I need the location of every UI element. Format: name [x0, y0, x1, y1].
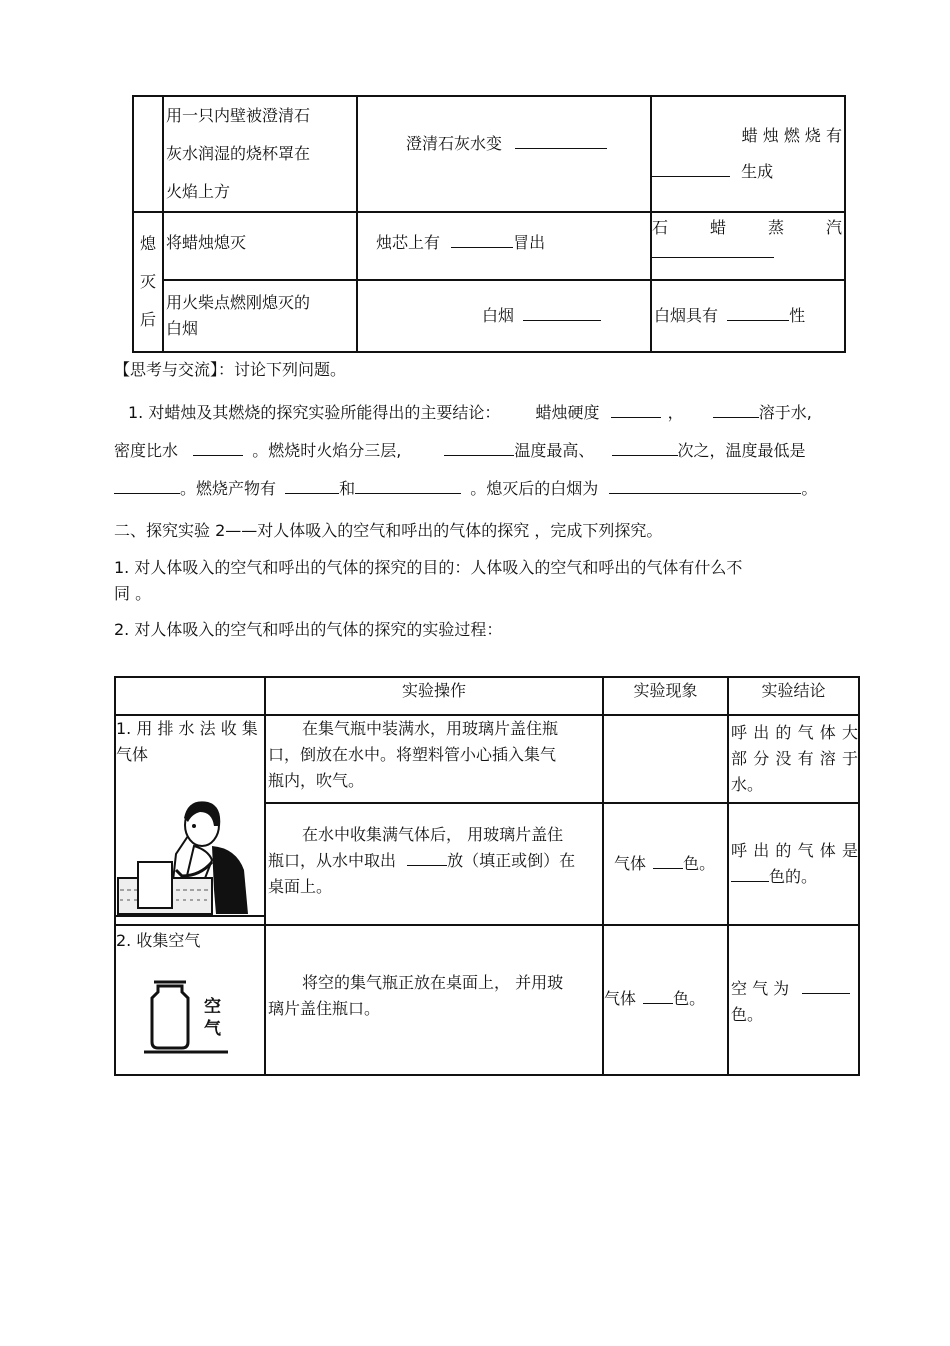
answer-blank[interactable]: [713, 403, 759, 418]
answer-blank[interactable]: [653, 854, 683, 869]
text: 蜡烛硬度: [535, 403, 600, 422]
phenomenon-cell: [603, 803, 728, 925]
operation-line: 用一只内壁被澄清石: [166, 106, 311, 125]
blowing-person-illustration: [116, 790, 264, 920]
phenomenon-text: 气体: [614, 854, 647, 873]
conclusion-text: 生成: [741, 162, 774, 181]
conclusion-cell: [651, 212, 845, 280]
stage-char: 熄: [139, 234, 156, 253]
text: 温度最高、: [514, 441, 595, 460]
answer-blank[interactable]: [731, 867, 769, 882]
conclusion-cell: [728, 925, 859, 1075]
stage-char: 灭: [139, 272, 156, 291]
conclusion-text: 色的。: [769, 867, 818, 886]
answer-blank[interactable]: [652, 243, 774, 258]
operation-text: 瓶口，从水中取出: [268, 851, 397, 870]
conclusion-text: 石 蜡 蒸 汽: [652, 218, 842, 237]
phenomenon-text: 澄清石灰水变: [406, 134, 503, 153]
section-title: 二、探究实验 2——对人体吸入的空气和呼出的气体的探究 ，完成下列探究。: [114, 521, 663, 540]
conclusion-text: 性: [789, 306, 806, 325]
conclusion-line: 呼 出 的 气 体 大: [731, 723, 858, 742]
operation-line: 灰水润湿的烧杯罩在: [166, 144, 311, 163]
operation-line: 在集气瓶中装满水，用玻璃片盖住瓶: [302, 719, 559, 738]
text: 和: [339, 479, 356, 498]
operation-text: 放（填正或倒）在: [447, 851, 576, 870]
header-operation: 实验操作: [265, 677, 603, 715]
answer-blank[interactable]: [611, 403, 661, 418]
conclusion-line: 色。: [731, 1005, 764, 1024]
conclusion-cell: [651, 96, 845, 212]
answer-blank[interactable]: [643, 989, 673, 1004]
conclusion-line: 呼 出 的 气 体 是: [731, 841, 858, 860]
stage-cell: [133, 212, 163, 352]
phenomenon-cell: [357, 280, 651, 352]
text: 1. 对蜡烛及其燃烧的探究实验所能得出的主要结论：: [128, 403, 501, 422]
conclusion-cell: [728, 803, 859, 925]
operation-line: 口，倒放在水中。将塑料管小心插入集气: [268, 745, 557, 764]
conclusion-line: 部 分 没 有 溶 于: [731, 749, 858, 768]
breath-experiment-table: [114, 676, 860, 1076]
text: 。燃烧时火焰分三层,: [252, 441, 402, 460]
header-conclusion: 实验结论: [728, 677, 859, 715]
phenomenon-text: 烛芯上有: [376, 233, 441, 252]
header-phenomenon: 实验现象: [603, 677, 728, 715]
operation-line: 将空的集气瓶正放在桌面上， 并用玻: [302, 973, 564, 992]
header-blank: [115, 677, 265, 715]
method-label: 气体: [116, 745, 149, 764]
conclusion-text: 空 气 为: [731, 979, 790, 998]
conclusion-line: 水。: [731, 775, 764, 794]
operation-line: 用火柴点燃刚熄灭的: [166, 293, 311, 312]
stage-cell-blank: [133, 96, 163, 212]
phenomenon-text: 色。: [673, 989, 706, 1008]
jar-label-char: 气: [204, 1019, 221, 1039]
operation-line: 将蜡烛熄灭: [166, 233, 247, 252]
method-cell: [115, 715, 265, 925]
answer-blank[interactable]: [444, 441, 514, 456]
operation-line: 瓶内，吹气。: [268, 771, 365, 790]
answer-blank[interactable]: [515, 134, 607, 149]
answer-blank[interactable]: [609, 479, 801, 494]
method-cell: [115, 925, 265, 1075]
answer-blank[interactable]: [114, 479, 180, 494]
text: 次之，温度最低是: [677, 441, 806, 460]
phenomenon-text: 色。: [683, 854, 716, 873]
operation-line: 火焰上方: [166, 182, 231, 201]
paragraph-purpose: 1. 对人体吸入的空气和呼出的气体的探究的目的：人体吸入的空气和呼出的气体有什么不: [114, 558, 743, 577]
conclusion-cell: [728, 715, 859, 803]
paragraph-purpose-cont: 同 。: [114, 584, 152, 603]
text: ，: [667, 403, 684, 422]
phenomenon-cell: [357, 212, 651, 280]
phenomenon-text: 气体: [604, 989, 637, 1008]
phenomenon-cell: [357, 96, 651, 212]
operation-cell: [163, 96, 357, 212]
phenomenon-text: 冒出: [513, 233, 546, 252]
text: 。熄灭后的白烟为: [470, 479, 599, 498]
conclusion-text: 白烟具有: [654, 306, 719, 325]
answer-blank[interactable]: [727, 306, 789, 321]
text: 。燃烧产物有: [180, 479, 277, 498]
operation-line: 桌面上。: [268, 877, 333, 896]
jar-label-char: 空: [204, 997, 221, 1017]
operation-cell: [265, 925, 603, 1075]
conclusion-cell: [651, 280, 845, 352]
paragraph-process: 2. 对人体吸入的空气和呼出的气体的探究的实验过程：: [114, 620, 503, 639]
answer-blank[interactable]: [193, 441, 243, 456]
method-label: 2. 收集空气: [116, 931, 201, 950]
gas-jar-illustration: [144, 978, 244, 1058]
phenomenon-cell: [603, 925, 728, 1075]
text: 密度比水: [114, 441, 179, 460]
method-label: 1. 用 排 水 法 收 集: [116, 719, 258, 738]
operation-line: 在水中收集满气体后， 用玻璃片盖住: [302, 825, 564, 844]
operation-cell: [265, 803, 603, 925]
text: 。: [801, 479, 818, 498]
candle-experiment-table: [132, 95, 846, 353]
answer-blank[interactable]: [802, 979, 850, 994]
answer-blank[interactable]: [612, 441, 678, 456]
operation-line: 璃片盖住瓶口。: [268, 999, 381, 1018]
operation-cell: [163, 280, 357, 352]
answer-blank[interactable]: [285, 479, 339, 494]
answer-blank[interactable]: [407, 851, 447, 866]
conclusion-text: 蜡 烛 燃 烧 有: [741, 126, 842, 145]
answer-blank[interactable]: [652, 162, 730, 177]
stage-char: 后: [139, 310, 156, 329]
answer-blank[interactable]: [523, 306, 601, 321]
answer-blank[interactable]: [451, 233, 513, 248]
think-heading: 【思考与交流】：讨论下列问题。: [114, 360, 347, 379]
operation-cell: [163, 212, 357, 280]
operation-line: 白烟: [166, 319, 199, 338]
phenomenon-cell: [603, 715, 728, 803]
text: 溶于水,: [758, 403, 812, 422]
conclusion-line-2: [114, 438, 806, 461]
answer-blank[interactable]: [355, 479, 461, 494]
conclusion-line-1: [128, 400, 812, 423]
conclusion-line-3: [114, 476, 817, 499]
phenomenon-text: 白烟: [482, 306, 515, 325]
operation-cell: [265, 715, 603, 803]
